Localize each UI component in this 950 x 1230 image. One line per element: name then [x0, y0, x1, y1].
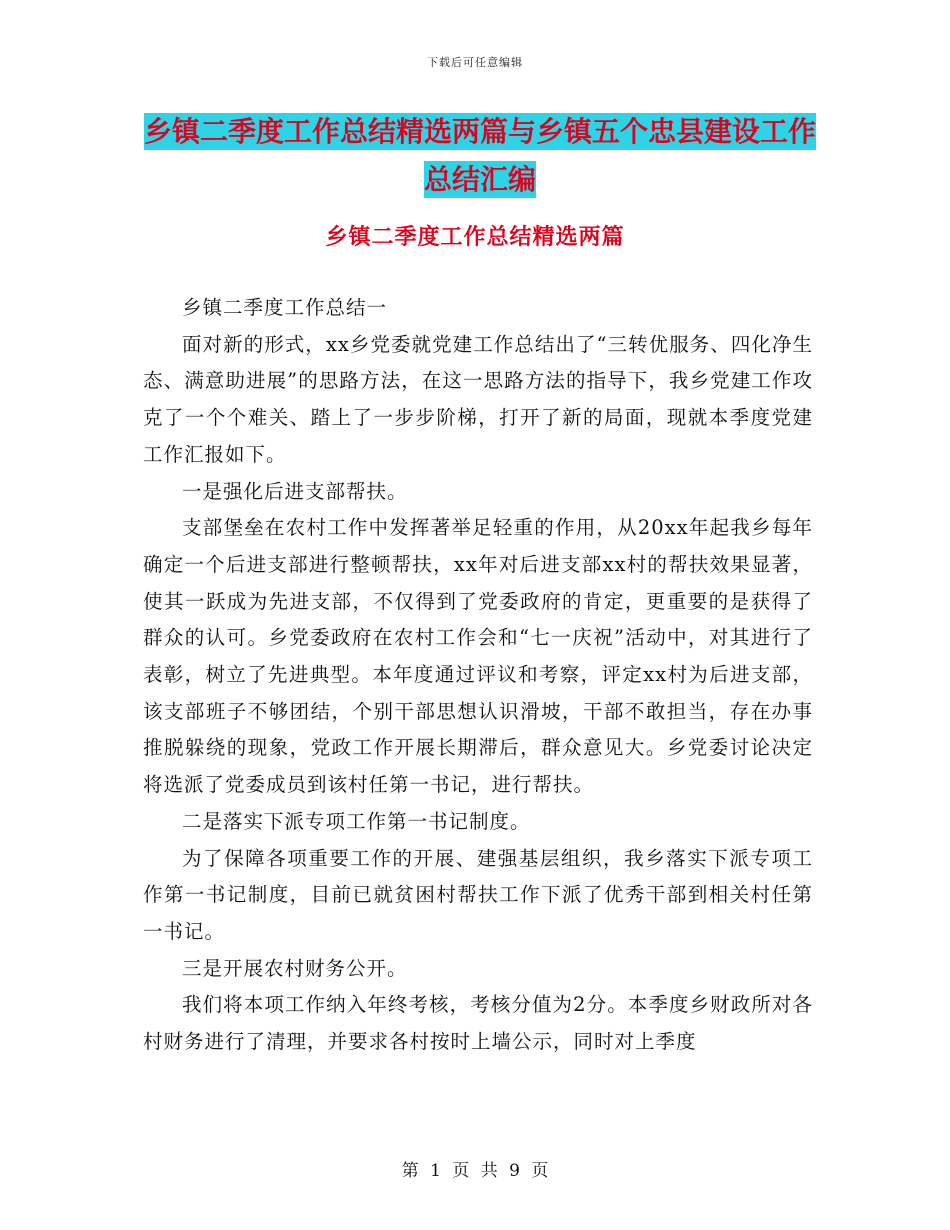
page-number-footer: 第 1 页 共 9 页: [401, 1161, 549, 1181]
paragraph-heading: 二是落实下派专项工作第一书记制度。: [182, 809, 531, 833]
section-title: 乡镇二季度工作总结精选两篇: [325, 225, 625, 250]
document-body: [143, 290, 813, 1061]
paragraph: 支部堡垒在农村工作中发挥著举足轻重的作用，从20xx年起我乡每年确定一个后进支部进行整顿帮扶，xx年对后进支部xx村的帮扶效果显著，使其一跃成为先进支部，不仅得到了党委政府的肯定，更重要的是获得了群众的认可。乡党委政府在农村工作会和“七一庆祝”活动中，对其进行了表彰，树立了先进典型。本年度通过评议和考察，评定xx村为后进支部，该支部班子不够团结，个别干部思想认识滑坡，干部不敢担当，存在办事推脱躲绕的现象，党政工作开展长期滞后，群众意见大。乡党委讨论决定将选派了党委成员到该村任第一书记，进行帮扶。: [143, 516, 813, 797]
main-title-text: 乡镇二季度工作总结精选两篇与乡镇五个忠县建设工作总结汇编: [143, 115, 816, 196]
document-main-title: [140, 108, 820, 204]
paragraph-heading: 一是强化后进支部帮扶。: [182, 479, 408, 503]
paragraph: 我们将本项工作纳入年终考核，考核分值为2分。本季度乡财政所对各村财务进行了清理，并要求各村按时上墙公示，同时对上季度: [143, 993, 813, 1054]
paragraph-heading: 三是开展农村财务公开。: [182, 956, 408, 980]
paragraph: 面对新的形式，xx乡党委就党建工作总结出了“三转优服务、四化净生态、满意助进展”的思路方法，在这一思路方法的指导下，我乡党建工作攻克了一个个难关、踏上了一步步阶梯，打开了新的局面，现就本季度党建工作汇报如下。: [143, 332, 813, 466]
paragraph-subtitle: 乡镇二季度工作总结一: [182, 296, 388, 319]
page-header-note: 下载后可任意编辑: [427, 56, 523, 69]
paragraph: 为了保障各项重要工作的开展、建强基层组织，我乡落实下派专项工作第一书记制度，目前已就贫困村帮扶工作下派了优秀干部到相关村任第一书记。: [143, 846, 813, 943]
